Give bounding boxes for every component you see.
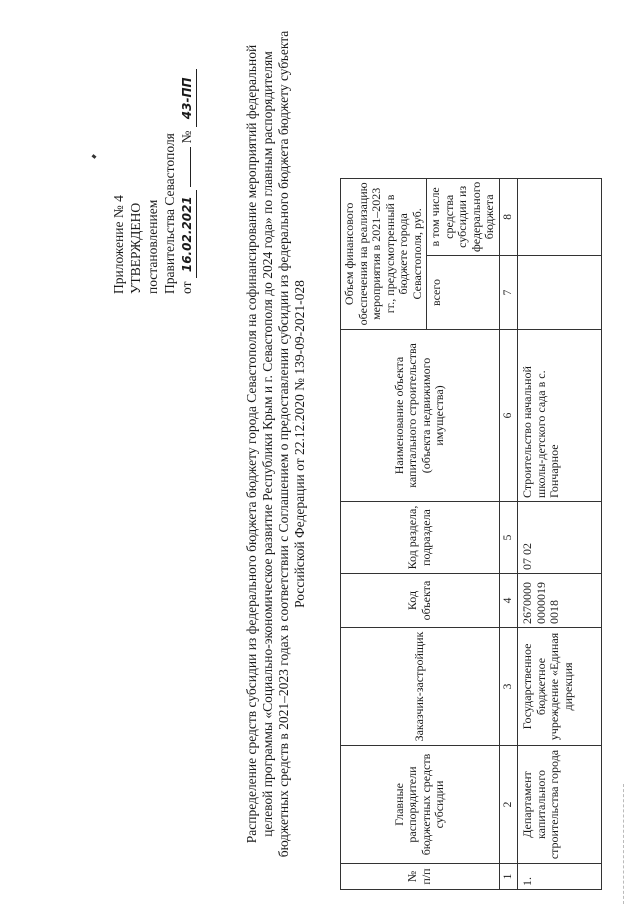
header-funding: Объем финансового обеспечения на реализацию мероприятия в 2021–2023 гг., предусмотренный в бюджете города Севастополя, руб. [341, 178, 427, 329]
row-customer: Государственное бюджетное учреждение «Единая дирекция [518, 628, 602, 746]
approval-block [110, 14, 197, 294]
row-distributor: Департамент капитального строительства города [518, 746, 602, 864]
header-object-code: Код объекта [341, 574, 500, 628]
appendix-label: Приложение № 4 [111, 195, 126, 294]
column-number: 3 [499, 628, 518, 746]
row-section-code: 07 02 [518, 502, 602, 574]
number-label: № [179, 130, 194, 144]
column-number: 6 [499, 330, 518, 502]
subsidy-table [340, 178, 602, 890]
header-section-code: Код раздела, подраздела [341, 502, 500, 574]
column-number: 4 [499, 574, 518, 628]
header-row [341, 178, 427, 889]
row-num: 1. [518, 864, 602, 890]
handwritten-number: 43-ПП [179, 69, 197, 127]
table-row [518, 178, 602, 889]
row-federal [518, 178, 602, 255]
scan-mark [92, 154, 97, 159]
approved-label: УТВЕРЖДЕНО [128, 202, 143, 294]
column-number: 2 [499, 746, 518, 864]
header-num: № п/п [341, 864, 500, 890]
row-object-name: Строительство начальной школы-детского сада в с. Гончарное [518, 330, 602, 502]
column-number: 8 [499, 178, 518, 255]
handwritten-date: 16.02.2021 [179, 190, 197, 278]
column-number: 5 [499, 502, 518, 574]
column-number: 1 [499, 864, 518, 890]
header-distributors: Главные распорядители бюджетных средств субсидии [341, 746, 500, 864]
column-number: 7 [499, 256, 518, 330]
column-number-row [499, 178, 518, 889]
header-customer: Заказчик-застройщик [341, 628, 500, 746]
row-total [518, 256, 602, 330]
header-object-name: Наименование объекта капитального строительства (объекта недвижимого имущества) [341, 330, 500, 502]
page-edge-mark [623, 784, 626, 904]
header-federal: в том числе средства субсидии из федерального бюджета [427, 178, 500, 255]
decree-date-line [178, 14, 197, 294]
document-title: Распределение средств субсидии из федерального бюджета бюджету города Севастополя на софинансирование мероприятий федеральной целевой программы «Социально-экономическое развитие Республики Крым и г. Севастополя до 2024 года» по главным распорядителям бюджетных средств в 2021–2023 годах в соответствии с Соглашением о предоставлении субсидии из федерального бюджета бюджету субъекта Российской Федерации от 22.12.2020 № 139-09-2021-028 [244, 30, 307, 858]
header-total: всего [427, 256, 500, 330]
row-object-code: 2670000 0000019 0018 [518, 574, 602, 628]
decree-label: постановлением [145, 199, 160, 294]
government-label: Правительства Севастополя [162, 133, 177, 294]
from-label: от [179, 281, 194, 294]
